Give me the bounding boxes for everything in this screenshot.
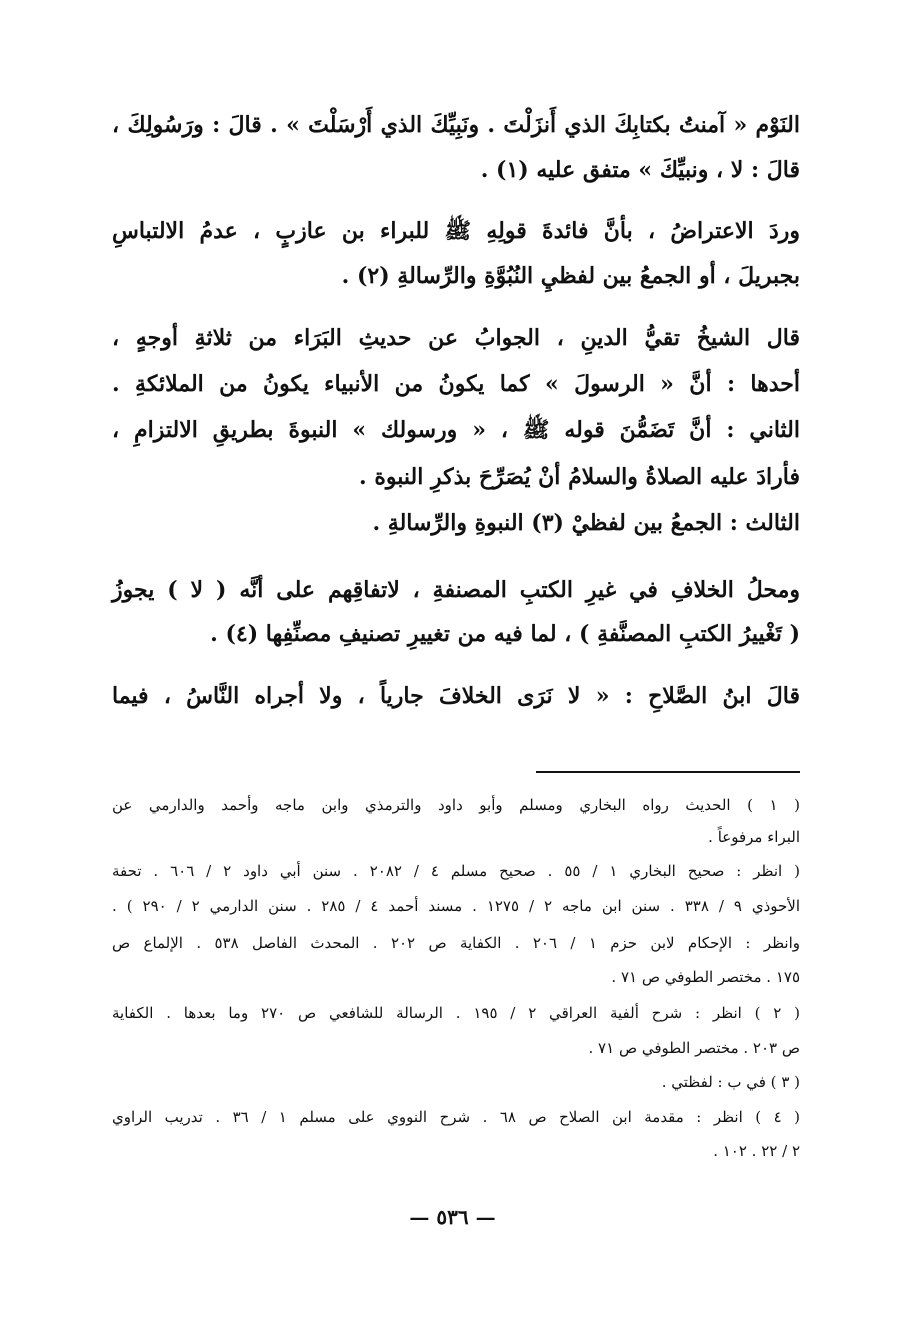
body-line: أحدها : أنَّ « الرسولَ » كما يكونُ من الأنبياء يكونُ من الملائكةِ . xyxy=(112,371,800,397)
body-line: فأرادَ عليه الصلاةُ والسلامُ أنْ يُصَرِّحَ بذكرِ النبوة . xyxy=(359,464,800,490)
page-number: — ٥٣٦ — xyxy=(409,1205,496,1229)
body-line: قالَ ابنُ الصَّلاحِ : « لا نَرَى الخلافَ جارياً ، ولا أجراه النَّاسُ ، فيما xyxy=(112,683,800,709)
body-line: الثالث : الجمعُ بين لفظيْ (٣) النبوةِ والرِّسالةِ . xyxy=(372,510,800,536)
body-line: النَوْم « آمنتُ بكتابِكَ الذي أَنزَلْتَ . ونَبِيِّكَ الذي أَرْسَلْتَ » . قالَ : ورَسُولِكَ ، xyxy=(112,112,800,138)
body-line: قال الشيخُ تقيُّ الدينِ ، الجوابُ عن حديثِ البَرَاء من ثلاثةِ أوجهٍ ، xyxy=(112,325,800,351)
footnote-line: وانظر : الإحكام لابن حزم ١ / ٢٠٦ . الكفاية ص ٢٠٢ . المحدث الفاصل ٥٣٨ . الإلماع ص xyxy=(112,934,801,952)
footnote-line: ١٧٥ . مختصر الطوفي ص ٧١ . xyxy=(611,968,800,986)
footnote-line: البراء مرفوعاً . xyxy=(708,828,800,846)
footnote-line: ( ٢ ) انظر : شرح ألفية العراقي ٢ / ١٩٥ . الرسالة للشافعي ص ٢٧٠ وما بعدها . الكفاية xyxy=(112,1004,801,1022)
footnote-line: ٢ / ٢٢ . ١٠٢ . xyxy=(713,1142,800,1160)
body-line: ( تَغْييرُ الكتبِ المصنَّفةِ ) ، لما فيه من تغييرِ تصنيفِ مصنِّفِها (٤) . xyxy=(210,621,800,647)
footnote-line: الأحوذي ٩ / ٣٣٨ . سنن ابن ماجه ٢ / ١٢٧٥ . مسند أحمد ٤ / ٢٨٥ . سنن الدارمي ٢ / ٢٩٠ ) . xyxy=(112,897,800,915)
footnote-line: ( ٣ ) في ب : لفظتي . xyxy=(661,1073,800,1091)
footnote-line: ( انظر : صحيح البخاري ١ / ٥٥ . صحيح مسلم ٤ / ٢٠٨٢ . سنن أبي داود ٢ / ٦٠٦ . تحفة xyxy=(112,862,800,880)
body-line: الثاني : أنَّ تَضَمُّنَ قوله ﷺ ، « ورسولك » النبوةَ بطريقِ الالتزامِ ، xyxy=(112,417,800,443)
footnote-line: ص ٢٠٣ . مختصر الطوفي ص ٧١ . xyxy=(588,1039,800,1057)
body-line: بجبريلَ ، أو الجمعُ بين لفظيِ النُبُوَّةِ والرِّسالةِ (٢) . xyxy=(341,263,800,289)
body-line: قالَ : لا ، ونبيِّكَ » متفق عليه (١) . xyxy=(480,157,800,183)
footnote-separator xyxy=(536,771,800,773)
footnote-line: ( ١ ) الحديث رواه البخاري ومسلم وأبو داود والترمذي وابن ماجه وأحمد والدارمي عن xyxy=(112,796,800,814)
body-line: وردَ الاعتراضُ ، بأنَّ فائدةَ قولِهِ ﷺ للبراء بن عازبٍ ، عدمُ الالتباسِ xyxy=(112,218,800,244)
footnote-line: ( ٤ ) انظر : مقدمة ابن الصلاح ص ٦٨ . شرح النووي على مسلم ١ / ٣٦ . تدريب الراوي xyxy=(112,1108,801,1126)
body-line: ومحلُ الخلافِ في غيرِ الكتبِ المصنفةِ ، لاتفاقِهم على أنَّه ( لا ) يجوزُ xyxy=(112,577,800,603)
